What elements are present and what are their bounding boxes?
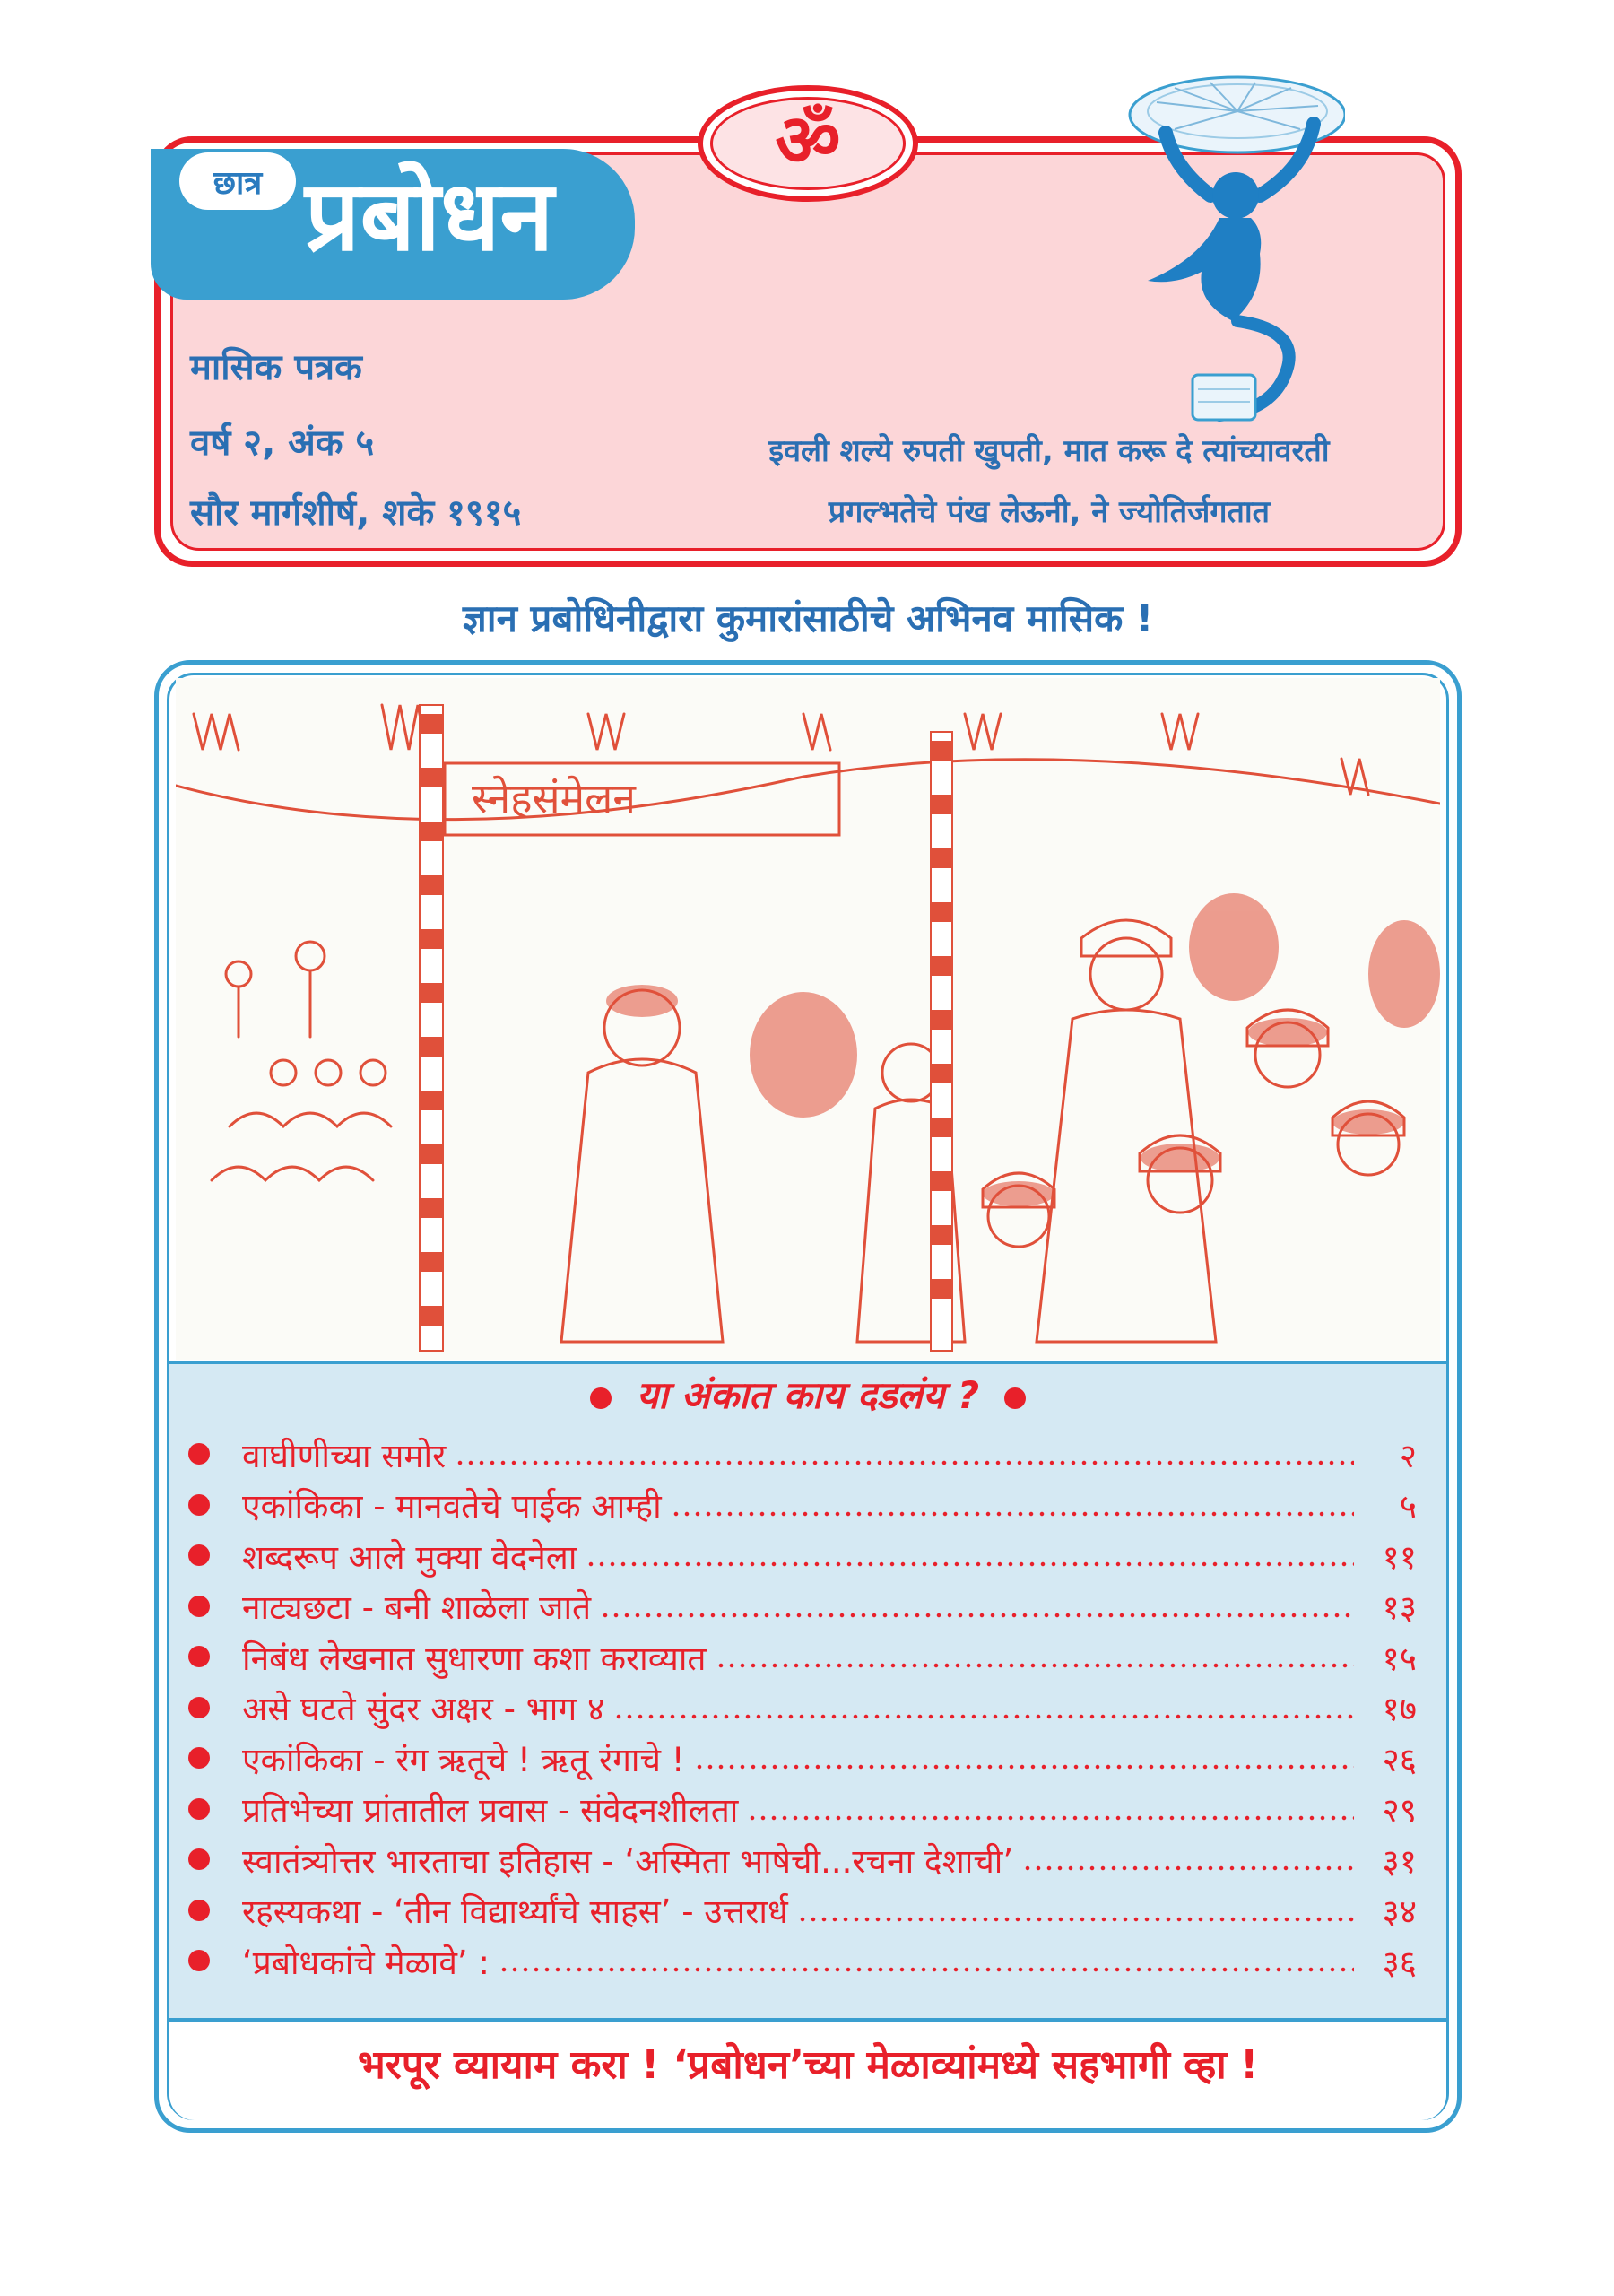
toc-item (188, 1430, 1417, 1478)
toc-item-page: १३ (1382, 1588, 1417, 1627)
dot-leader (613, 1714, 1354, 1719)
banner-text: स्नेहसंमेलन (472, 774, 636, 822)
dot-leader (499, 1967, 1354, 1972)
toc-item-page: ११ (1382, 1537, 1417, 1577)
tagline: ज्ञान प्रबोधिनीद्वारा कुमारांसाठीचे अभिनव मासिक ! (462, 596, 1154, 640)
bullet-icon (188, 1443, 210, 1465)
toc-item-page: १७ (1382, 1690, 1417, 1728)
toc-item (188, 1734, 1417, 1782)
toc-item (188, 1582, 1417, 1631)
toc-item-title: प्रतिभेच्या प्रांतातील प्रवास - संवेदनशीलता (242, 1791, 739, 1830)
bullet-icon (188, 1798, 210, 1820)
toc-item-title: ‘प्रबोधकांचे मेळावे’ : (242, 1943, 490, 1982)
bullet-icon (188, 1596, 210, 1617)
dot-leader (671, 1511, 1354, 1517)
toc-item (188, 1936, 1417, 1985)
bullet-icon (188, 1747, 210, 1769)
toc-item-page: २६ (1382, 1740, 1417, 1779)
toc-item (188, 1835, 1417, 1883)
toc-item-title: नाट्यछटा - बनी शाळेला जाते (242, 1588, 592, 1627)
dot-leader (716, 1663, 1355, 1668)
toc-item (188, 1886, 1417, 1935)
cover-illustration (176, 678, 1440, 1360)
magazine-title: प्रबोधन (305, 161, 554, 273)
toc-item-title: एकांकिका - रंग ऋतूचे ! ऋतू रंगाचे ! (242, 1740, 685, 1779)
toc-item-title: वाघीणीच्या समोर (242, 1436, 447, 1475)
toc-item-page: २ (1399, 1436, 1417, 1475)
dot-leader (747, 1815, 1354, 1821)
chhatra-label: छात्र (179, 152, 296, 210)
toc-item-title: रहस्यकथा - ‘तीन विद्यार्थ्यांचे साहस’ - उत्तरार्ध (242, 1892, 788, 1931)
dot-leader (694, 1764, 1354, 1770)
volume-issue: वर्ष २, अंक ५ (190, 422, 375, 464)
toc-item-page: १५ (1382, 1639, 1417, 1678)
dot-leader (455, 1460, 1354, 1465)
toc-item-title: एकांकिका - मानवतेचे पाईक आम्ही (242, 1487, 662, 1526)
toc-heading (169, 1369, 1446, 1420)
bullet-icon (188, 1544, 210, 1566)
bullet-icon (188, 1494, 210, 1516)
toc-item (188, 1632, 1417, 1681)
gathering-sketch-icon (176, 678, 1440, 1360)
motto-line-2: प्रगल्भतेचे पंख लेऊनी, ने ज्योतिर्जगतात (828, 494, 1271, 530)
dot-leader (600, 1613, 1354, 1618)
toc-item-page: २९ (1382, 1791, 1417, 1830)
toc-item-page: ५ (1399, 1487, 1417, 1526)
toc-item (188, 1683, 1417, 1732)
toc-item-title: स्वातंत्र्योत्तर भारताचा इतिहास - ‘अस्मिता भाषेची...रचना देशाची’ (242, 1841, 1014, 1881)
om-badge (710, 97, 906, 190)
footer-slogan: भरपूर व्यायाम करा ! ‘प्रबोधन’च्या मेळाव्यांमध्ये सहभागी व्हा ! (357, 2042, 1259, 2088)
toc-item (188, 1481, 1417, 1529)
bullet-icon (188, 1646, 210, 1667)
bullet-icon (188, 1950, 210, 1971)
heading-bullet-right (1004, 1387, 1026, 1409)
toc-heading-text: या अंकात काय दडलंय ? (636, 1373, 980, 1417)
heading-bullet-left (590, 1387, 612, 1409)
toc-item-title: असे घटते सुंदर अक्षर - भाग ४ (242, 1690, 605, 1728)
toc-item-page: ३१ (1382, 1841, 1417, 1881)
dot-leader (1022, 1866, 1354, 1871)
dot-leader (797, 1917, 1354, 1922)
bullet-icon (188, 1697, 210, 1718)
toc-item-page: ३४ (1382, 1892, 1417, 1931)
bullet-icon (188, 1900, 210, 1921)
bullet-icon (188, 1848, 210, 1870)
toc-item (188, 1531, 1417, 1579)
motto-line-1: इवली शल्ये रुपती खुपती, मात करू दे त्यांच्यावरती (768, 433, 1330, 469)
toc-item-page: ३६ (1382, 1943, 1417, 1982)
dot-leader (586, 1561, 1354, 1567)
publication-type: मासिक पत्रक (190, 347, 362, 388)
toc-item (188, 1785, 1417, 1833)
issue-date: सौर मार्गशीर्ष, शके १९१५ (190, 492, 522, 534)
prabodhan-logo-icon (1112, 61, 1345, 438)
toc-item-title: निबंध लेखनात सुधारणा कशा कराव्यात (242, 1639, 707, 1678)
toc-item-title: शब्दरूप आले मुक्या वेदनेला (242, 1537, 577, 1577)
om-symbol: ॐ (775, 99, 841, 182)
